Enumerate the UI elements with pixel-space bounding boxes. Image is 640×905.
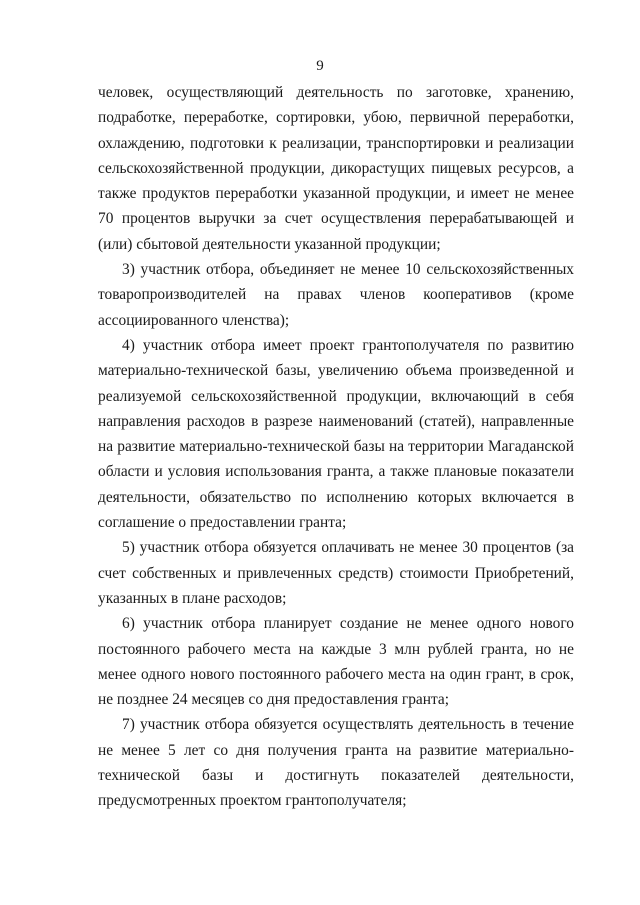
paragraph-continuation: человек, осуществляющий деятельность по заготовке, хранению, подработке, переработке, сортировки, убою, первичной переработки, охлаждению, подготовки к реализации, транспортировки и реализации сельскохозяйственной продукции, дикорастущих пищевых ресурсов, а также продуктов переработки указанной продукции, и имеет не менее 70 процентов выручки за счет осуществления перерабатывающей и (или) сбытовой деятельности указанной продукции; (98, 84, 574, 253)
paragraph-item-6: 6) участник отбора планирует создание не менее одного нового постоянного рабочего места на каждые 3 млн рублей гранта, но не менее одного нового постоянного рабочего места на один грант, в срок, не позднее 24 месяцев со дня предоставления гранта; (98, 615, 574, 709)
page-number: 9 (316, 58, 324, 74)
document-body (98, 80, 574, 814)
paragraph-item-7: 7) участник отбора обязуется осуществлять деятельность в течение не менее 5 лет со дня получения гранта на развитие материально-технической базы и достигнуть показателей деятельности, предусмотренных проектом грантополучателя; (98, 716, 574, 810)
paragraph-item-4: 4) участник отбора имеет проект грантополучателя по развитию материально-технической базы, увеличению объема произведенной и реализуемой сельскохозяйственной продукции, включающий в себя направления расходов в разрезе наименований (статей), направленные на развитие материально-технической базы на территории Магаданской области и условия использования гранта, а также плановые показатели деятельности, обязательство по исполнению которых включается в соглашение о предоставлении гранта; (98, 336, 574, 532)
paragraph-item-5: 5) участник отбора обязуется оплачивать не менее 30 процентов (за счет собственных и привлеченных средств) стоимости Приобретений, указанных в плане расходов; (98, 539, 574, 607)
paragraph-item-3: 3) участник отбора, объединяет не менее 10 сельскохозяйственных товаропроизводителей на правах членов кооперативов (кроме ассоциированного членства); (98, 261, 574, 329)
